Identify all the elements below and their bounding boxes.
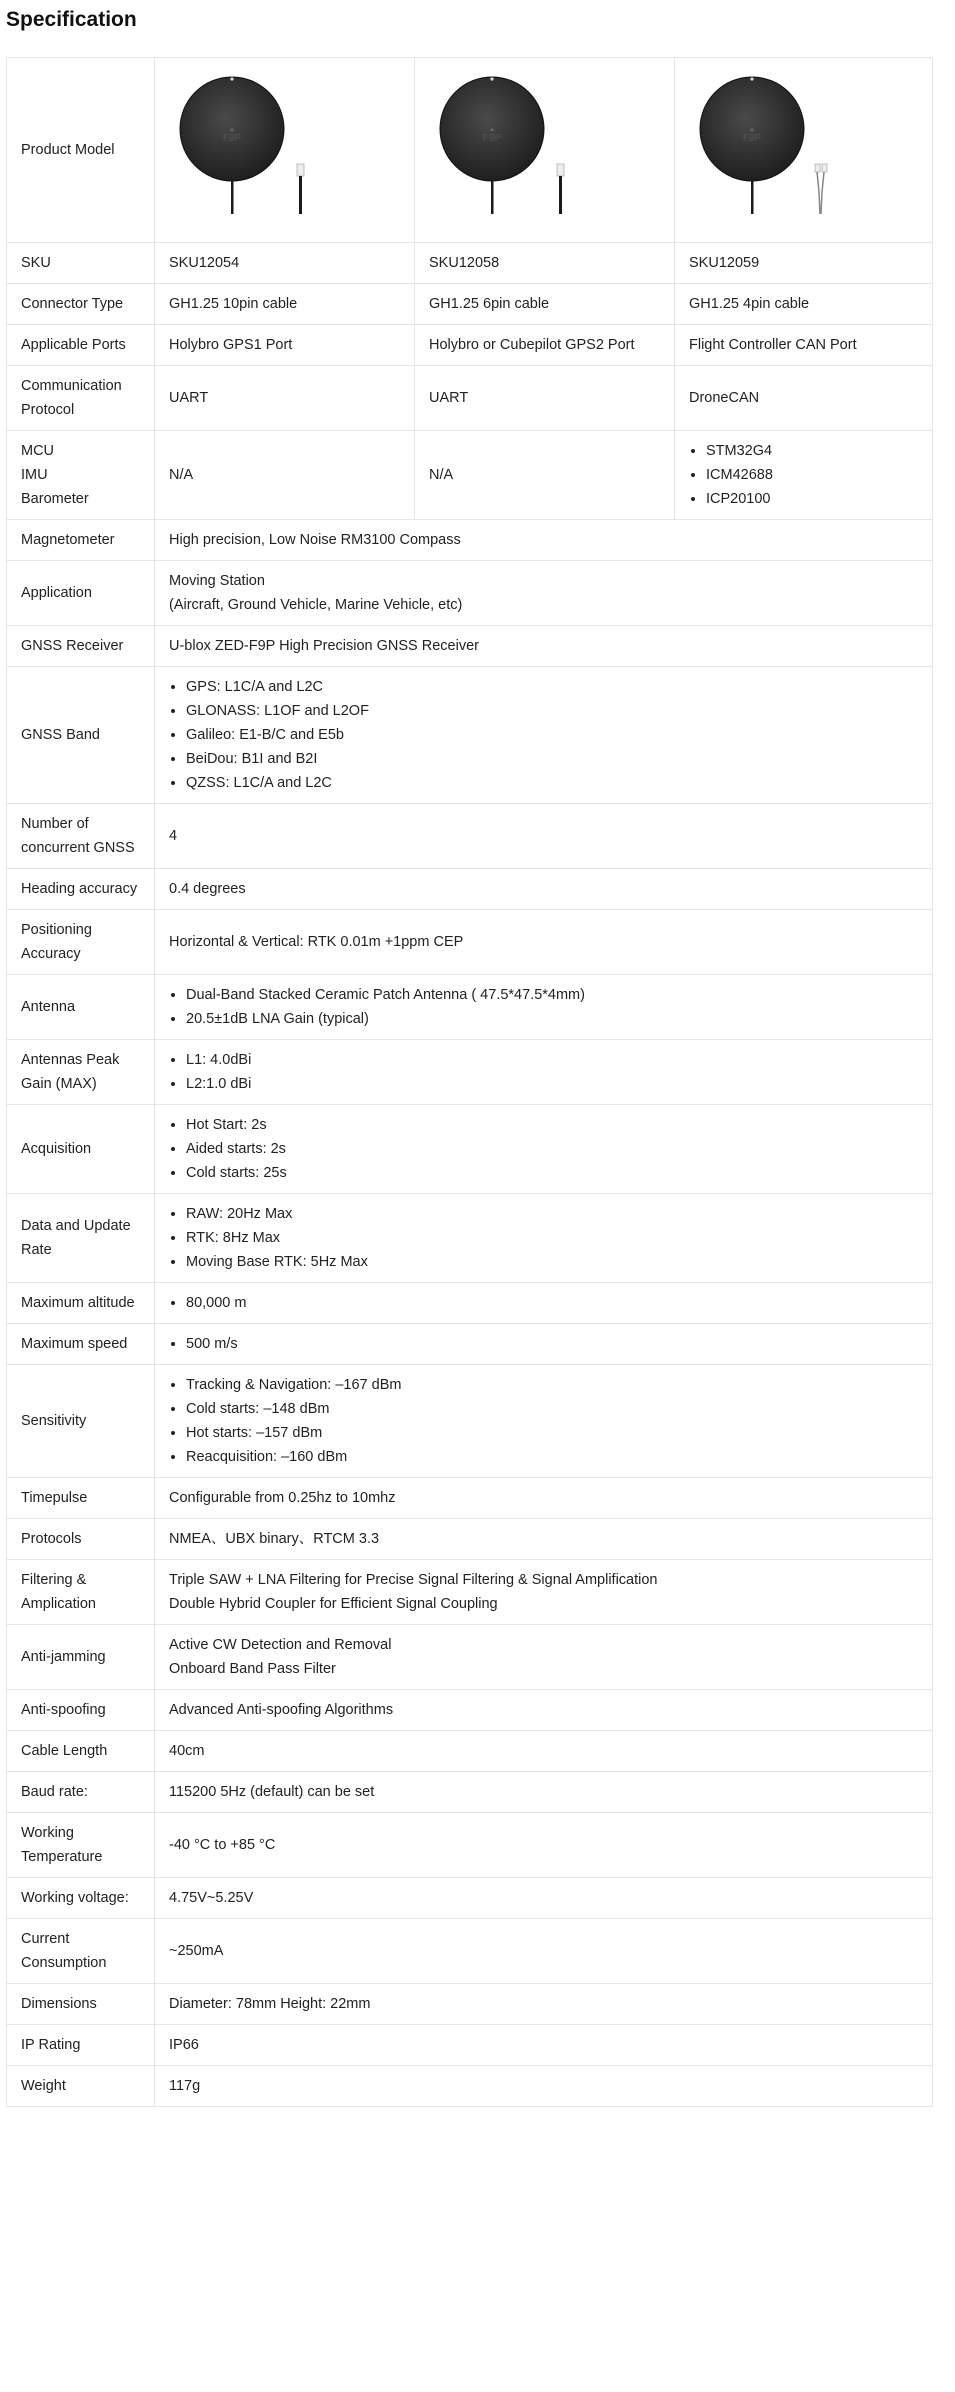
row-value: 4.75V~5.25V [155, 1878, 933, 1919]
row-label: Antennas Peak Gain (MAX) [7, 1040, 155, 1105]
table-row [7, 1105, 933, 1194]
table-row-connector [7, 284, 933, 325]
table-row-protocol [7, 366, 933, 431]
ports-value: Holybro or Cubepilot GPS2 Port [415, 325, 675, 366]
table-row [7, 1813, 933, 1878]
table-row-sku [7, 243, 933, 284]
product-image-cell [155, 58, 415, 243]
row-label: Sensitivity [7, 1365, 155, 1478]
table-row [7, 626, 933, 667]
table-row [7, 910, 933, 975]
value-line: Triple SAW + LNA Filtering for Precise Signal Filtering & Signal Amplification [169, 1572, 658, 1588]
table-row [7, 1625, 933, 1690]
table-row [7, 1324, 933, 1365]
list-item: • Aided starts: 2s [186, 1137, 918, 1161]
list-item: • ICP20100 [706, 487, 918, 511]
row-value: High precision, Low Noise RM3100 Compass [155, 520, 933, 561]
table-row [7, 1365, 933, 1478]
row-value [155, 1040, 933, 1105]
mcu-list [689, 439, 918, 511]
page-title: Specification [6, 8, 137, 31]
mcu-value: N/A [155, 431, 415, 520]
product-logo: F9P [222, 133, 242, 144]
row-value: 0.4 degrees [155, 869, 933, 910]
row-label: Maximum speed [7, 1324, 155, 1365]
row-label: Baud rate: [7, 1772, 155, 1813]
row-label: Product Model [7, 58, 155, 243]
sku-value: SKU12059 [675, 243, 933, 284]
row-label: Data and Update Rate [7, 1194, 155, 1283]
list-item: • Cold starts: –148 dBm [186, 1397, 918, 1421]
row-value [155, 1283, 933, 1324]
row-label: Application [7, 561, 155, 626]
connector-value: GH1.25 6pin cable [415, 284, 675, 325]
table-row [7, 2025, 933, 2066]
table-row [7, 1519, 933, 1560]
value-list [169, 1332, 918, 1356]
row-label: Heading accuracy [7, 869, 155, 910]
product-image-cell [415, 58, 675, 243]
list-item: • Cold starts: 25s [186, 1161, 918, 1185]
row-value: -40 °C to +85 °C [155, 1813, 933, 1878]
table-row [7, 1478, 933, 1519]
mcu-value: N/A [415, 431, 675, 520]
row-value: 115200 5Hz (default) can be set [155, 1772, 933, 1813]
table-row [7, 975, 933, 1040]
row-value [155, 1105, 933, 1194]
row-label: Connector Type [7, 284, 155, 325]
table-row-mcu [7, 431, 933, 520]
sku-value: SKU12058 [415, 243, 675, 284]
connector-value: GH1.25 10pin cable [155, 284, 415, 325]
list-item: • ICM42688 [706, 463, 918, 487]
table-row [7, 520, 933, 561]
row-label: Working Temperature [7, 1813, 155, 1878]
row-label: Timepulse [7, 1478, 155, 1519]
row-value [155, 1365, 933, 1478]
value-line: Active CW Detection and Removal [169, 1637, 392, 1653]
gps-module-image [179, 74, 334, 214]
row-label: Anti-spoofing [7, 1690, 155, 1731]
value-line: Double Hybrid Coupler for Efficient Signal Coupling [169, 1596, 498, 1612]
table-row [7, 1984, 933, 2025]
value-list [169, 675, 918, 795]
value-list [169, 1291, 918, 1315]
list-item: • GLONASS: L1OF and L2OF [186, 699, 918, 723]
list-item: • GPS: L1C/A and L2C [186, 675, 918, 699]
table-row [7, 1560, 933, 1625]
row-label: Communication Protocol [7, 366, 155, 431]
spec-table [6, 57, 933, 2107]
list-item: • BeiDou: B1I and B2I [186, 747, 918, 771]
row-value: NMEA、UBX binary、RTCM 3.3 [155, 1519, 933, 1560]
table-row [7, 1283, 933, 1324]
list-item: • Hot starts: –157 dBm [186, 1421, 918, 1445]
row-label: GNSS Receiver [7, 626, 155, 667]
list-item: • L2:1.0 dBi [186, 1072, 918, 1096]
row-value [155, 1194, 933, 1283]
row-value: Advanced Anti-spoofing Algorithms [155, 1690, 933, 1731]
row-label: Maximum altitude [7, 1283, 155, 1324]
ports-value: Flight Controller CAN Port [675, 325, 933, 366]
row-label: Magnetometer [7, 520, 155, 561]
row-label: Filtering & Amplication [7, 1560, 155, 1625]
row-label: SKU [7, 243, 155, 284]
value-list [169, 1373, 918, 1469]
table-row [7, 1194, 933, 1283]
row-label: Cable Length [7, 1731, 155, 1772]
row-value: U-blox ZED-F9P High Precision GNSS Receiver [155, 626, 933, 667]
row-label: Weight [7, 2066, 155, 2107]
row-value [155, 1560, 933, 1625]
value-line: (Aircraft, Ground Vehicle, Marine Vehicle, etc) [169, 597, 463, 613]
table-row [7, 561, 933, 626]
value-list [169, 1202, 918, 1274]
list-item: • Moving Base RTK: 5Hz Max [186, 1250, 918, 1274]
connector-value: GH1.25 4pin cable [675, 284, 933, 325]
table-row [7, 1878, 933, 1919]
list-item: • 80,000 m [186, 1291, 918, 1315]
row-label: Applicable Ports [7, 325, 155, 366]
row-label: Antenna [7, 975, 155, 1040]
row-label: Anti-jamming [7, 1625, 155, 1690]
list-item: • QZSS: L1C/A and L2C [186, 771, 918, 795]
list-item: • Tracking & Navigation: –167 dBm [186, 1373, 918, 1397]
table-row [7, 804, 933, 869]
list-item: • L1: 4.0dBi [186, 1048, 918, 1072]
row-label: Number of concurrent GNSS [7, 804, 155, 869]
list-item: • Galileo: E1-B/C and E5b [186, 723, 918, 747]
row-value: IP66 [155, 2025, 933, 2066]
row-label: Current Consumption [7, 1919, 155, 1984]
row-value: ~250mA [155, 1919, 933, 1984]
protocol-value: UART [415, 366, 675, 431]
row-value: Configurable from 0.25hz to 10mhz [155, 1478, 933, 1519]
table-row [7, 869, 933, 910]
row-value: 4 [155, 804, 933, 869]
list-item: • STM32G4 [706, 439, 918, 463]
row-value [155, 975, 933, 1040]
table-row-product-model [7, 58, 933, 243]
value-list [169, 1048, 918, 1096]
row-label: Dimensions [7, 1984, 155, 2025]
list-item: • Hot Start: 2s [186, 1113, 918, 1137]
table-row [7, 1731, 933, 1772]
list-item: • RTK: 8Hz Max [186, 1226, 918, 1250]
row-label: Working voltage: [7, 1878, 155, 1919]
protocol-value: UART [155, 366, 415, 431]
row-label: GNSS Band [7, 667, 155, 804]
table-row [7, 1919, 933, 1984]
row-value [155, 1625, 933, 1690]
table-row [7, 2066, 933, 2107]
list-item: • RAW: 20Hz Max [186, 1202, 918, 1226]
row-label: Acquisition [7, 1105, 155, 1194]
value-line: Moving Station [169, 573, 265, 589]
list-item: • 500 m/s [186, 1332, 918, 1356]
row-label: MCU IMU Barometer [7, 431, 155, 520]
product-logo: F9P [742, 133, 762, 144]
value-list [169, 1113, 918, 1185]
gps-module-image-can [699, 74, 854, 214]
list-item: • 20.5±1dB LNA Gain (typical) [186, 1007, 918, 1031]
row-value [155, 667, 933, 804]
table-row [7, 1040, 933, 1105]
protocol-value: DroneCAN [675, 366, 933, 431]
list-item: • Reacquisition: –160 dBm [186, 1445, 918, 1469]
product-image-cell [675, 58, 933, 243]
row-label: IP Rating [7, 2025, 155, 2066]
list-item: • Dual-Band Stacked Ceramic Patch Antenna ( 47.5*47.5*4mm) [186, 983, 918, 1007]
row-value [155, 1324, 933, 1365]
row-label: Protocols [7, 1519, 155, 1560]
value-line: Onboard Band Pass Filter [169, 1661, 336, 1677]
table-row [7, 1772, 933, 1813]
value-list [169, 983, 918, 1031]
row-value: 40cm [155, 1731, 933, 1772]
gps-module-image [439, 74, 594, 214]
sku-value: SKU12054 [155, 243, 415, 284]
table-row [7, 1690, 933, 1731]
row-value [155, 561, 933, 626]
row-value: Horizontal & Vertical: RTK 0.01m +1ppm CEP [155, 910, 933, 975]
ports-value: Holybro GPS1 Port [155, 325, 415, 366]
table-row [7, 667, 933, 804]
product-logo: F9P [482, 133, 502, 144]
row-value: 117g [155, 2066, 933, 2107]
table-row-ports [7, 325, 933, 366]
row-label: Positioning Accuracy [7, 910, 155, 975]
mcu-value [675, 431, 933, 520]
row-value: Diameter: 78mm Height: 22mm [155, 1984, 933, 2025]
